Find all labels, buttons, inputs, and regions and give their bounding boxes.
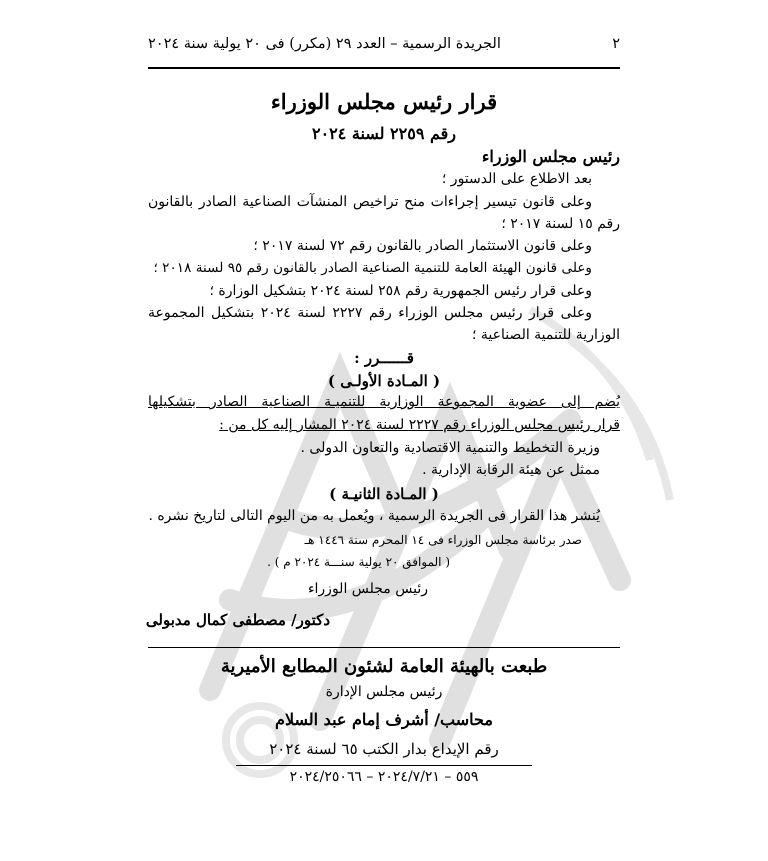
preamble-line: وعلى قانون الاستثمار الصادر بالقانون رقم ٧٢ لسنة ٢٠١٧ ؛ — [253, 238, 592, 254]
deposit-number: رقم الإيداع بدار الكتب ٦٥ لسنة ٢٠٢٤ — [269, 740, 499, 758]
preamble-line: وعلى قرار رئيس الجمهورية رقم ٢٥٨ لسنة ٢٠٢٤ بتشكيل الوزارة ؛ — [209, 283, 592, 299]
preamble-line: الوزارية للتنمية الصناعية ؛ — [471, 327, 620, 343]
board-chair: محاسب/ أشرف إمام عبد السلام — [275, 710, 493, 729]
article-1-line: قرار رئيس مجلس الوزراء رقم ٢٢٢٧ لسنة ٢٠٢٤ المشار إليه كل من : — [219, 417, 620, 433]
signatory-name: دكتور/ مصطفى كمال مدبولى — [145, 611, 330, 629]
preamble-line: وعلى قانون الهيئة العامة للتنمية الصناعية الصادر بالقانون رقم ٩٥ لسنة ٢٠١٨ ؛ — [153, 260, 592, 276]
decree-issuer: رئيس مجلس الوزراء — [481, 147, 620, 166]
page-number: ٢ — [612, 36, 620, 52]
article-2-heading: ( المـادة الثانيـة ) — [329, 485, 439, 503]
decree-number: رقم ٢٢٥٩ لسنة ٢٠٢٤ — [311, 124, 457, 143]
print-codes: ٥٥٩ – ٢٠٢٤/٧/٢١ – ٢٠٢٤/٢٥٠٦٦ — [289, 769, 479, 785]
decided-heading: قــــــرر : — [354, 349, 414, 367]
printer-line: طبعت بالهيئة العامة لشئون المطابع الأميرية — [220, 656, 548, 677]
running-header — [148, 36, 620, 52]
issued-at: صدر برئاسة مجلس الوزراء فى ١٤ المحرم سنة ١٤٤٦ هـ — [304, 533, 582, 547]
signatory-title: رئيس مجلس الوزراء — [307, 581, 428, 597]
article-2-text: يُنشر هذا القرار فى الجريدة الرسمية ، ويُعمل به من اليوم التالى لتاريخ نشره . — [148, 508, 600, 524]
footer-divider — [148, 647, 620, 648]
corresponding-date: ( الموافق ٢٠ يولية سنـــة ٢٠٢٤ م ) . — [267, 555, 450, 569]
preamble-line: وعلى قانون تيسير إجراءات منح تراخيص المنشآت الصناعية الصادر بالقانون — [148, 194, 592, 210]
board-title: رئيس مجلس الإدارة — [325, 684, 443, 700]
gazette-issue-line: الجريدة الرسمية – العدد ٢٩ (مكرر) فى ٢٠ يولية سنة ٢٠٢٤ — [148, 36, 501, 52]
article-1-line: يُضم إلى عضوية المجموعة الوزارية للتنميـة الصناعية الصادر بتشكيلها — [148, 394, 620, 410]
header-divider — [148, 67, 620, 69]
article-1-heading: ( المـادة الأولـى ) — [327, 372, 441, 390]
preamble-line: بعد الاطلاع على الدستور ؛ — [441, 171, 592, 187]
article-1-member: ممثل عن هيئة الرقابة الإدارية . — [422, 462, 600, 478]
preamble-line: وعلى قرار رئيس مجلس الوزراء رقم ٢٢٢٧ لسنة ٢٠٢٤ بتشكيل المجموعة — [148, 305, 593, 321]
preamble-line: رقم ١٥ لسنة ٢٠١٧ ؛ — [501, 216, 620, 232]
codes-divider — [236, 765, 532, 766]
article-1-member: وزيرة التخطيط والتنمية الاقتصادية والتعاون الدولى . — [300, 440, 600, 456]
decree-title: قرار رئيس مجلس الوزراء — [270, 89, 498, 114]
